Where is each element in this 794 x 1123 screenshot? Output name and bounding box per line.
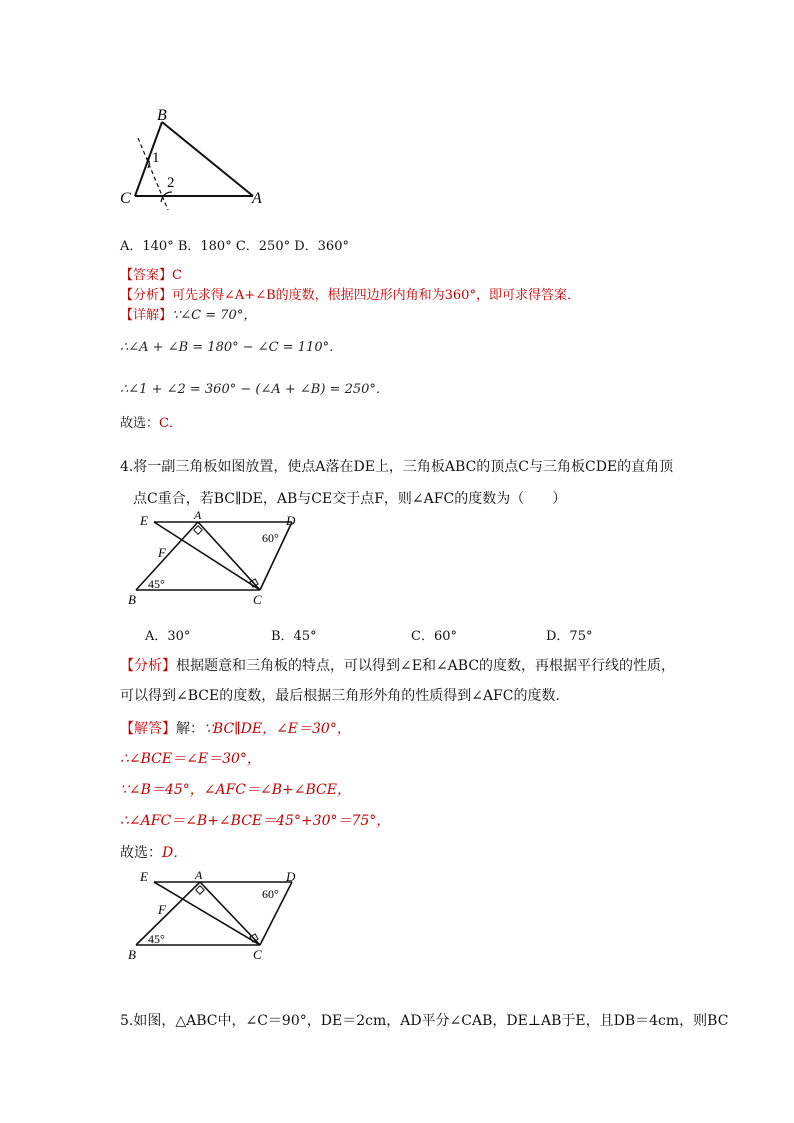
q4-solve: [120, 718, 351, 738]
label-f: F: [158, 902, 166, 917]
q4-pick: [120, 842, 187, 862]
label-60: 60°: [262, 887, 279, 901]
q3-detail-text: ∵∠C = 70°，: [172, 308, 257, 323]
side-ba: [162, 122, 253, 196]
q4-analysis-line2: 可以得到∠BCE的度数，最后根据三角形外角的性质得到∠AFC的度数．: [120, 688, 570, 704]
line-ba: [136, 522, 198, 590]
figure-triangle-abc: [110, 100, 280, 210]
right-angle-a: [194, 526, 202, 534]
q4-line2: ∴∠BCE＝∠E＝30°，: [120, 751, 261, 767]
label-d: D: [286, 869, 296, 884]
label-c: C: [253, 592, 262, 607]
label-angle-2: 2: [167, 175, 175, 191]
figure-set-squares-2: [120, 865, 320, 965]
label-60: 60°: [262, 531, 279, 545]
q4-solve-text: ∵BC∥DE，∠E＝30°，: [204, 721, 351, 737]
label-b: B: [128, 592, 136, 607]
label-e: E: [140, 869, 148, 884]
q4-stem-line1: 4.将一副三角板如图放置，使点A落在DE上，三角板ABC的顶点C与三角板CDE的直角顶: [120, 459, 674, 475]
q4-solve-tag: 【解答】: [120, 721, 176, 737]
q4-analysis-line1: [120, 655, 675, 675]
q5-stem: 5.如图，△ABC中，∠C＝90°，DE＝2cm，AD平分∠CAB，DE⊥AB于E，且DB＝4cm，则BC: [120, 1013, 729, 1029]
q3-detail-tag: 【详解】: [120, 308, 173, 323]
label-c: C: [120, 190, 131, 207]
q4-choice-a: A．30°: [145, 629, 191, 644]
label-a: A: [194, 510, 202, 522]
q4-analysis-tag: 【分析】: [120, 658, 176, 674]
q3-answer-tag: 【答案】: [120, 268, 173, 283]
q4-choice-b: B．45°: [271, 629, 317, 644]
q3-pick-label: 故选：: [120, 416, 160, 431]
label-d: D: [286, 513, 296, 528]
label-45: 45°: [148, 932, 165, 946]
q4-line4: ∴∠AFC＝∠B+∠BCE＝45°+30°＝75°，: [120, 813, 391, 829]
q4-choice-c: C．60°: [411, 629, 457, 644]
q3-detail: [120, 304, 256, 323]
label-b: B: [128, 947, 136, 962]
q3-analysis-text: 可先求得∠A+∠B的度数，根据四边形内角和为360°，即可求得答案．: [172, 288, 580, 303]
label-45: 45°: [148, 577, 165, 591]
q3-line2: ∴∠A + ∠B = 180° − ∠C = 110°．: [120, 340, 343, 355]
right-angle-a: [196, 886, 204, 894]
q4-pick-label: 故选：: [120, 845, 162, 861]
figure-set-squares-1: [120, 510, 320, 610]
label-a: A: [195, 868, 203, 882]
line-ba: [136, 882, 200, 945]
label-f: F: [158, 545, 166, 560]
q3-answer: [120, 264, 182, 283]
label-a: A: [252, 190, 262, 207]
q4-pick-value: D．: [162, 845, 188, 861]
q4-analysis-text-1: 根据题意和三角板的特点，可以得到∠E和∠ABC的度数，再根据平行线的性质，: [176, 658, 676, 674]
label-c: C: [253, 947, 262, 962]
label-angle-1: 1: [152, 150, 160, 166]
q3-analysis-tag: 【分析】: [120, 288, 173, 303]
q3-analysis: [120, 284, 580, 303]
q3-choices: A．140° B．180° C．250° D．360°: [120, 239, 349, 254]
label-b: B: [157, 107, 167, 124]
q3-pick-value: C．: [159, 416, 182, 431]
label-e: E: [140, 513, 148, 528]
q3-pick: [120, 412, 182, 431]
q4-solve-prefix: 解：: [176, 721, 204, 737]
line-ec: [154, 882, 260, 945]
q3-line3: ∴∠1 + ∠2 = 360° − (∠A + ∠B) = 250°．: [120, 382, 389, 397]
line-ac: [200, 882, 260, 945]
q4-choice-d: D．75°: [546, 629, 593, 644]
q4-stem-line2: 点C重合，若BC∥DE，AB与CE交于点F，则∠AFC的度数为（ ）: [133, 491, 567, 507]
q4-line3: ∵∠B＝45°，∠AFC＝∠B+∠BCE，: [120, 782, 351, 798]
q3-answer-value: C: [172, 268, 182, 283]
